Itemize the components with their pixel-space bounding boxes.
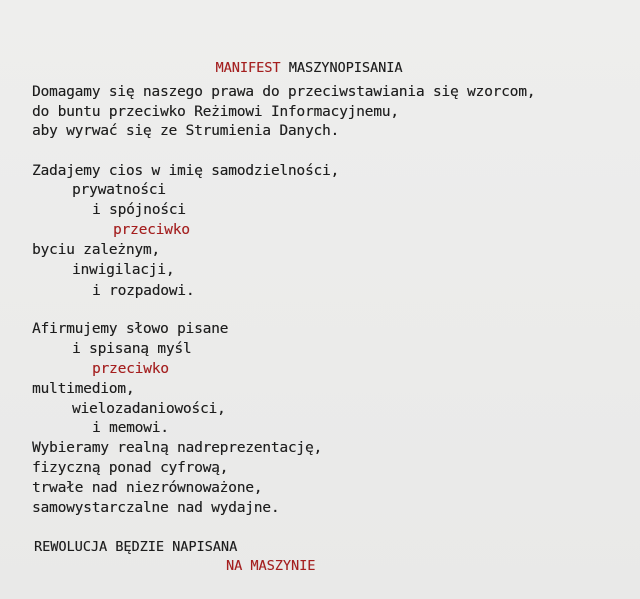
intro-line-2: do buntu przeciwko Reżimowi Informacyjnemu, [32,104,399,120]
stanza2-line-5: wielozadaniowości, [72,401,226,417]
stanza3-line-2: fizyczną ponad cyfrową, [32,460,229,476]
stanza1-line-5: byciu zależnym, [32,242,160,258]
stanza2-line-4: multimediom, [32,381,135,397]
stanza1-line-7: i rozpadowi. [92,283,195,299]
stanza2-against: przeciwko [92,361,169,377]
stanza3-line-3: trwałe nad niezrównoważone, [32,480,263,496]
stanza1-line-6: inwigilacji, [72,262,175,278]
stanza2-line-6: i memowi. [92,420,169,436]
intro-line-1: Domagamy się naszego prawa do przeciwstawiania się wzorcom, [32,84,536,100]
title-red-word: MANIFEST [215,60,281,76]
stanza3-line-4: samowystarczalne nad wydajne. [32,500,280,516]
stanza2-line-1: Afirmujemy słowo pisane [32,321,229,337]
title-black-word: MASZYNOPISANIA [288,60,403,76]
stanza1-against: przeciwko [113,222,190,238]
stanza3-line-1: Wybieramy realną nadreprezentację, [32,440,323,456]
stanza1-line-1: Zadajemy cios w imię samodzielności, [32,163,340,179]
closing-line: REWOLUCJA BĘDZIE NAPISANA [34,539,238,555]
stanza2-line-2: i spisaną myśl [72,341,192,357]
intro-line-3: aby wyrwać się ze Strumienia Danych. [32,123,340,139]
closing-red-line: NA MASZYNIE [226,558,316,574]
stanza1-line-2: prywatności [72,182,166,198]
stanza1-line-3: i spójności [92,202,186,218]
